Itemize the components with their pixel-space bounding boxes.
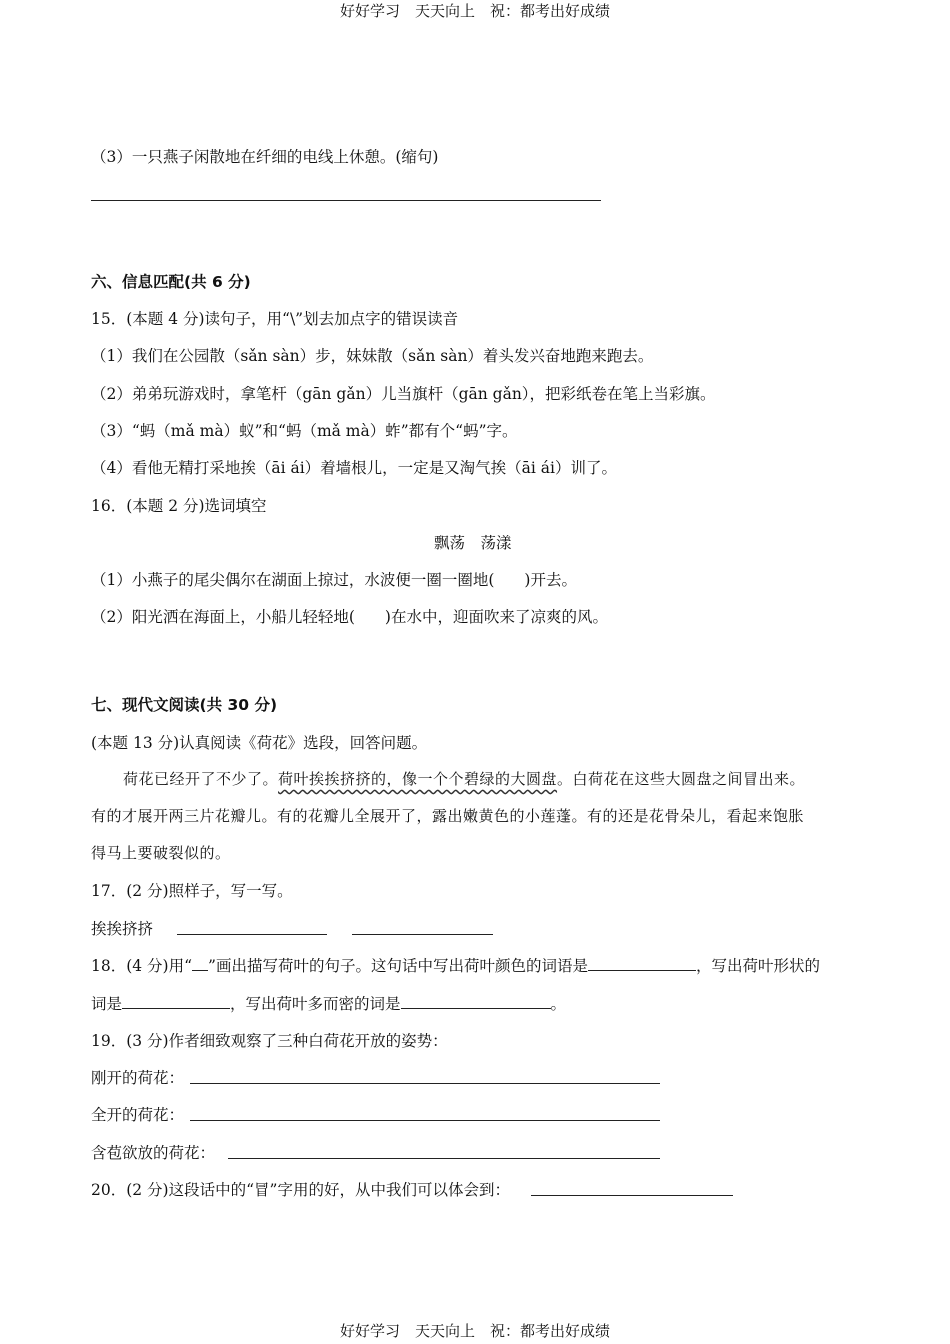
q18-text-d: 词是 (91, 995, 123, 1013)
page-footer: 好好学习 天天向上 祝：都考出好成绩 (339, 1322, 610, 1340)
q16-item-1 (91, 568, 577, 590)
q17-answer-line-1[interactable] (177, 934, 327, 935)
q19-answer-line-1[interactable] (190, 1083, 660, 1084)
q18-text-f: 。 (550, 995, 567, 1013)
q18-line-2 (91, 992, 566, 1014)
passage-line-1 (123, 768, 805, 789)
q19-answer-line-2[interactable] (190, 1120, 660, 1121)
q18-shape-blank[interactable] (122, 994, 230, 1009)
q19-label-2: 全开的荷花： (91, 1106, 185, 1124)
passage-intro: (本题 13 分)认真阅读《荷花》选段，回答问题。 (91, 734, 428, 752)
q16-title: 16．(本题 2 分)选词填空 (91, 497, 267, 515)
q15-item-4: （4）看他无精打采地挨（āi ái）着墙根儿，一定是又淘气挨（āi ái）训了。 (91, 459, 618, 477)
section-7-title: 七、现代文阅读(共 30 分) (91, 696, 278, 714)
q19-label-3: 含苞欲放的荷花： (91, 1144, 216, 1162)
q16-item-1-after: )开去。 (524, 571, 577, 589)
q15-item-2: （2）弟弟玩游戏时，拿笔杆（gān gǎn）儿当旗杆（gān gǎn），把彩纸卷在笔上当彩旗。 (91, 385, 716, 403)
q18-mark-sample (192, 956, 208, 971)
q18-line-1 (91, 954, 820, 976)
q16-item-1-before: （1）小燕子的尾尖偶尔在湖面上掠过，水波便一圈一圈地( (91, 571, 495, 589)
q19-title: 19．(3 分)作者细致观察了三种白荷花开放的姿势： (91, 1032, 448, 1050)
q20-text: 20．(2 分)这段话中的“冒”字用的好，从中我们可以体会到： (91, 1181, 510, 1199)
q14-3-text: （3）一只燕子闲散地在纤细的电线上休憩。(缩句) (91, 148, 439, 166)
q17-example: 挨挨挤挤 (91, 920, 154, 938)
answer-line[interactable] (91, 200, 601, 201)
q16-item-2-after: )在水中，迎面吹来了凉爽的风。 (384, 608, 608, 626)
q17-answer-line-2[interactable] (352, 934, 493, 935)
q18-text-c: ，写出荷叶形状的 (695, 957, 820, 975)
q19-label-1: 刚开的荷花： (91, 1069, 185, 1087)
passage-line-1-pre: 荷花已经开了不少了。 (123, 770, 279, 788)
q15-item-1: （1）我们在公园散（sǎn sàn）步，妹妹散（sǎn sàn）着头发兴奋地跑来跑去。 (91, 347, 654, 365)
q19-answer-line-3[interactable] (228, 1158, 660, 1159)
q15-item-3: （3）“蚂（mǎ mà）蚁”和“蚂（mǎ mà）蚱”都有个“蚂”字。 (91, 422, 518, 440)
q15-title: 15．(本题 4 分)读句子，用“\”划去加点字的错误读音 (91, 310, 459, 328)
passage-line-1-post: 。白荷花在这些大圆盘之间冒出来。 (557, 770, 806, 788)
passage-line-2: 有的才展开两三片花瓣儿。有的花瓣儿全展开了，露出嫩黄色的小莲蓬。有的还是花骨朵儿，看起来饱胀 (91, 807, 805, 825)
q16-item-2-before: （2）阳光洒在海面上，小船儿轻轻地( (91, 608, 355, 626)
q18-dense-blank[interactable] (401, 994, 551, 1009)
page-header: 好好学习 天天向上 祝：都考出好成绩 (339, 2, 610, 20)
passage-wavy-sentence: 荷叶挨挨挤挤的，像一个个碧绿的大圆盘 (278, 770, 558, 788)
q18-color-blank[interactable] (588, 956, 696, 971)
q16-item-2 (91, 605, 608, 627)
q18-text-e: ，写出荷叶多而密的词是 (230, 995, 401, 1013)
q17-title: 17．(2 分)照样子，写一写。 (91, 882, 293, 900)
q18-text-b: ”画出描写荷叶的句子。这句话中写出荷叶颜色的词语是 (208, 957, 588, 975)
q18-text-a: 18．(4 分)用“ (91, 957, 193, 975)
passage-line-3: 得马上要破裂似的。 (91, 844, 231, 862)
section-6-title: 六、信息匹配(共 6 分) (91, 273, 251, 291)
q16-word-bank: 飘荡 荡漾 (434, 534, 512, 552)
q20-answer-line[interactable] (531, 1195, 733, 1196)
